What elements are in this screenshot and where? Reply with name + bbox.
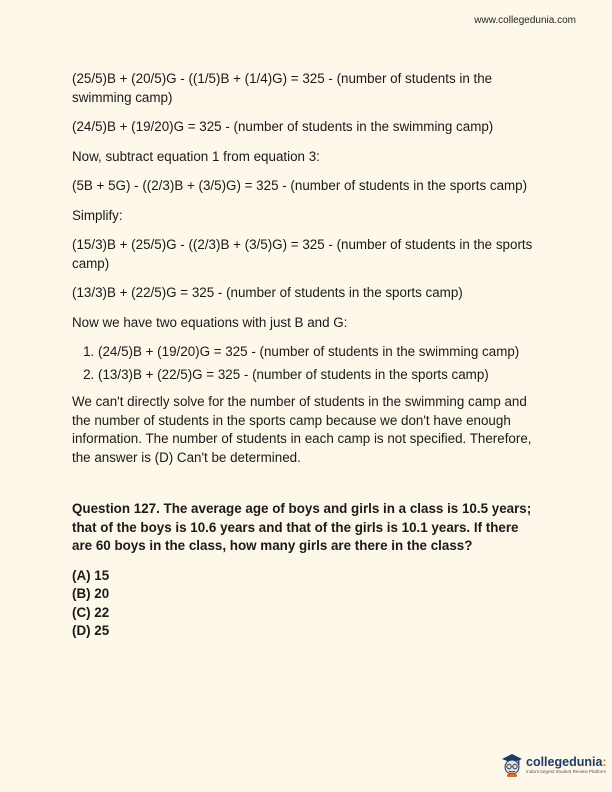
list-item: 2. (13/3)B + (22/5)G = 325 - (number of students in the sports camp) — [98, 366, 542, 385]
equation-paragraph: (13/3)B + (22/5)G = 325 - (number of students in the sports camp) — [72, 285, 463, 300]
instruction-paragraph: Simplify: — [72, 207, 123, 223]
equation-paragraph: (5B + 5G) - ((2/3)B + (3/5)G) = 325 - (number of students in the sports camp) — [72, 178, 528, 193]
header-url: www.collegedunia.com — [474, 15, 576, 26]
list-item: 1. (24/5)B + (19/20)G = 325 - (number of students in the swimming camp) — [98, 343, 542, 362]
logo-text — [526, 756, 607, 775]
option-d: (D) 25 — [72, 623, 110, 638]
equation-paragraph: (24/5)B + (19/20)G = 325 - (number of students in the swimming camp) — [72, 119, 494, 134]
question-text: Question 127. The average age of boys and girls in a class is 10.5 years; that of the boys is 10.6 years and that of the girls is 10.1 years. If there are 60 boys in the class, how many girls are there in the class? — [72, 501, 532, 553]
conclusion-paragraph: We can't directly solve for the number of students in the swimming camp and the number of students in the sports camp because we don't have enough information. The number of students in each camp is not specified. Therefore, the answer is (D) Can't be determined. — [72, 394, 532, 465]
logo-name-accent: : — [602, 754, 607, 769]
equation-list — [72, 343, 542, 384]
graduate-mascot-icon — [500, 752, 524, 778]
collegedunia-logo — [500, 752, 607, 778]
option-a: (A) 15 — [72, 567, 110, 583]
logo-name-main: collegedunia — [526, 754, 603, 769]
option-c: (C) 22 — [72, 604, 110, 620]
instruction-paragraph: Now we have two equations with just B and G: — [72, 314, 348, 330]
instruction-paragraph: Now, subtract equation 1 from equation 3: — [72, 148, 320, 164]
equation-paragraph: (25/5)B + (20/5)G - ((1/5)B + (1/4)G) = 325 - (number of students in the swimming camp) — [72, 71, 493, 105]
option-b: (B) 20 — [72, 586, 110, 601]
logo-name — [526, 756, 607, 769]
answer-options — [72, 567, 542, 641]
equation-paragraph: (15/3)B + (25/5)G - ((2/3)B + (3/5)G) = 325 - (number of students in the sports camp) — [72, 237, 533, 271]
logo-tagline: India's largest Student Review Platform — [526, 768, 607, 774]
page-content — [72, 70, 542, 641]
